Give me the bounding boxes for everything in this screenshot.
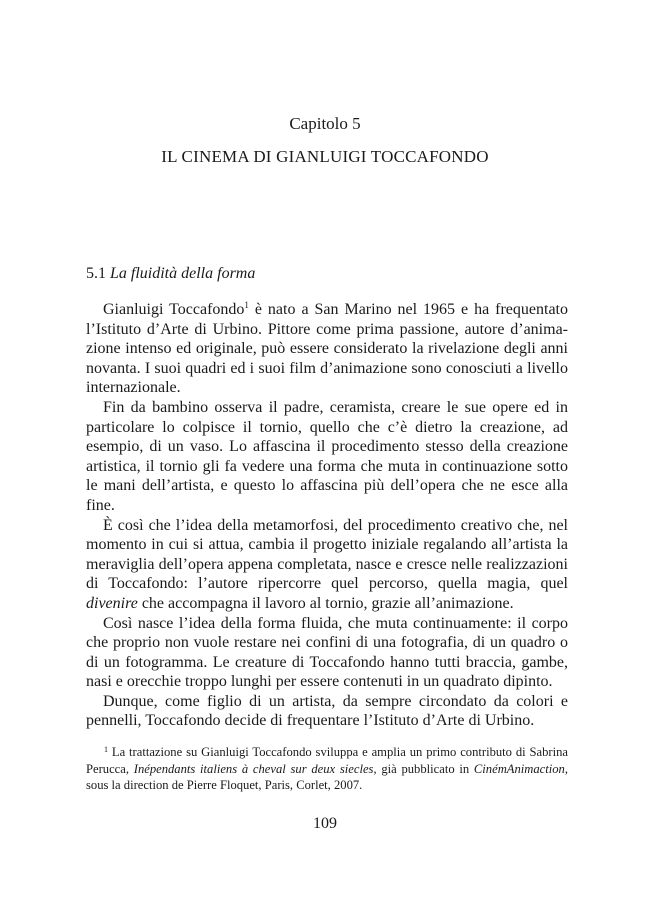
- section-title: La fluidità della forma: [110, 265, 256, 282]
- paragraph-1-start: Gianluigi Toccafondo: [103, 301, 245, 318]
- paragraph-3: [86, 516, 568, 614]
- body-text: [86, 300, 568, 731]
- footnote-text-a: La trattazione su Gianluigi Toccafondo sviluppa e amplia un primo contributo di Sabrina Perucca,: [86, 745, 568, 776]
- footnote-title-b: CinémAnimaction: [473, 761, 565, 776]
- footnote-reference[interactable]: 1: [244, 300, 249, 310]
- paragraph-5: Dunque, come figlio di un artista, da sempre circondato da colori e pennelli, Toccafondo decide di frequentare l’Istituto d’Arte di Urbino.: [86, 692, 568, 730]
- section-heading: [86, 265, 255, 283]
- footnote-title-a: Inépendants italiens à cheval sur deux siecles: [133, 761, 374, 776]
- footnote-text-b: , già pubblicato in: [373, 761, 474, 776]
- footnote-mark: 1: [104, 745, 108, 754]
- chapter-label: Capitolo 5: [289, 114, 361, 133]
- chapter-title: IL CINEMA DI GIANLUIGI TOCCAFONDO: [161, 147, 489, 166]
- page-number: 109: [313, 815, 337, 832]
- section-number: 5.1: [86, 265, 106, 282]
- paragraph-3-emphasis: divenire: [86, 594, 138, 612]
- paragraph-1: [86, 300, 568, 398]
- paragraph-2: Fin da bambino osserva il padre, ceramista, creare le sue opere ed in particolare lo colpisce il tornio, quello che c’è dietro la creazione, ad esempio, di un vaso. Lo affascina il procedimento stesso della creazione artistica, il tornio gli fa vedere una forma che muta in continuazione sotto le mani dell’artista, e questo lo affascina più dell’opera che ne esce alla fine.: [86, 398, 568, 514]
- footnote-text-c: , sous la direction de Pierre Floquet, Paris, Corlet, 2007.: [86, 761, 569, 792]
- paragraph-3-rest: che accompagna il lavoro al tornio, grazie all’animazione.: [137, 594, 514, 612]
- paragraph-1-rest: è nato a San Marino nel 1965 e ha frequentato l’Istituto d’Arte di Urbino. Pittore come prima passione, autore d’animazione intenso ed originale, può essere considerato la rivelazione degli anni novanta. I suoi quadri ed i suoi film d’animazione sono conosciuti a livello internazionale.: [86, 301, 569, 397]
- footnote: [86, 744, 568, 794]
- paragraph-3-start: È così che l’idea della metamorfosi, del procedimento creativo che, nel momento in cui si attua, cambia il progetto iniziale regalando all’artista la meraviglia dell’opera appena completata, nasce e cresce nelle realizzazioni di Toccafondo: l’autore ripercorre quel percorso, quella magia, quel: [86, 516, 568, 593]
- paragraph-4: Così nasce l’idea della forma fluida, che muta continuamente: il corpo che proprio non vuole restare nei confini di una fotografia, di un quadro o di un fotogramma. Le creature di Toccafondo hanno tutti braccia, gambe, nasi e orecchie troppo lunghi per essere contenuti in un quadrato dipinto.: [86, 614, 568, 691]
